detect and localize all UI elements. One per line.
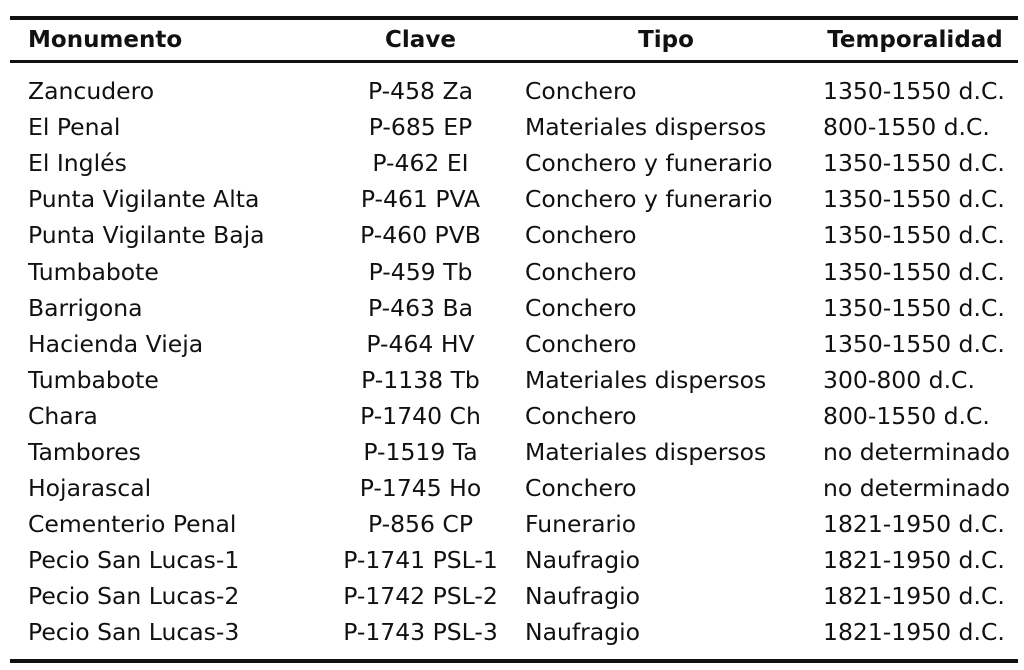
cell-tipo: Funerario	[525, 510, 637, 539]
cell-clave: P-1740 Ch	[360, 401, 481, 430]
cell-monumento: Zancudero	[28, 77, 155, 106]
cell-monumento: Tumbabote	[28, 365, 159, 394]
cell-monumento: Pecio San Lucas-1	[28, 546, 240, 575]
cell-monumento: Hojarascal	[28, 474, 152, 503]
cell-monumento: Tambores	[28, 437, 141, 466]
data-table-body	[10, 63, 1018, 651]
cell-tipo: Conchero	[525, 257, 637, 286]
table-row	[10, 434, 1018, 470]
cell-temporalidad: 800-1550 d.C.	[823, 113, 990, 142]
cell-tipo: Materiales dispersos	[525, 437, 767, 466]
table-row	[10, 470, 1018, 506]
cell-temporalidad: 1350-1550 d.C.	[823, 185, 1005, 214]
cell-clave: P-460 PVB	[360, 221, 481, 250]
cell-monumento: Barrigona	[28, 293, 143, 322]
cell-tipo: Conchero y funerario	[525, 185, 773, 214]
cell-temporalidad: 1821-1950 d.C.	[823, 510, 1005, 539]
cell-temporalidad: no determinado	[823, 474, 1011, 503]
cell-clave: P-1745 Ho	[359, 474, 482, 503]
monuments-table	[10, 16, 1018, 663]
cell-temporalidad: 1821-1950 d.C.	[823, 546, 1005, 575]
cell-temporalidad: 800-1550 d.C.	[823, 401, 990, 430]
cell-monumento: Chara	[28, 401, 98, 430]
header-tipo: Tipo	[638, 27, 694, 53]
table-row	[10, 181, 1018, 217]
cell-clave: P-461 PVA	[360, 185, 481, 214]
cell-clave: P-462 EI	[372, 149, 469, 178]
cell-tipo: Materiales dispersos	[525, 113, 767, 142]
header-monumento: Monumento	[28, 27, 183, 53]
table-row	[10, 109, 1018, 145]
bottom-rule	[10, 659, 1018, 663]
cell-monumento: Tumbabote	[28, 257, 159, 286]
cell-temporalidad: 1821-1950 d.C.	[823, 618, 1005, 647]
cell-clave: P-1742 PSL-2	[343, 582, 498, 611]
data-table	[10, 20, 1018, 60]
table-row	[10, 614, 1018, 650]
header-row	[10, 20, 1018, 60]
table-row	[10, 578, 1018, 614]
cell-tipo: Conchero	[525, 293, 637, 322]
cell-monumento: Punta Vigilante Alta	[28, 185, 260, 214]
cell-clave: P-458 Za	[368, 77, 473, 106]
cell-temporalidad: 1350-1550 d.C.	[823, 257, 1005, 286]
cell-temporalidad: 1350-1550 d.C.	[823, 149, 1005, 178]
cell-tipo: Conchero	[525, 474, 637, 503]
cell-clave: P-685 EP	[368, 113, 473, 142]
cell-clave: P-856 CP	[367, 510, 474, 539]
cell-clave: P-1743 PSL-3	[343, 618, 498, 647]
cell-temporalidad: no determinado	[823, 437, 1011, 466]
cell-temporalidad: 1350-1550 d.C.	[823, 293, 1005, 322]
cell-monumento: Pecio San Lucas-3	[28, 618, 240, 647]
table-row	[10, 290, 1018, 326]
cell-temporalidad: 1350-1550 d.C.	[823, 329, 1005, 358]
cell-monumento: Cementerio Penal	[28, 510, 237, 539]
table-row	[10, 362, 1018, 398]
cell-tipo: Naufragio	[525, 618, 641, 647]
table-row	[10, 253, 1018, 289]
cell-temporalidad: 1350-1550 d.C.	[823, 221, 1005, 250]
cell-tipo: Conchero	[525, 77, 637, 106]
cell-monumento: Pecio San Lucas-2	[28, 582, 240, 611]
cell-tipo: Conchero	[525, 401, 637, 430]
cell-clave: P-459 Tb	[368, 257, 473, 286]
cell-clave: P-1519 Ta	[363, 437, 478, 466]
cell-temporalidad: 300-800 d.C.	[823, 365, 975, 394]
table-row	[10, 398, 1018, 434]
header-temporalidad: Temporalidad	[827, 27, 1003, 53]
cell-tipo: Naufragio	[525, 546, 641, 575]
cell-monumento: Hacienda Vieja	[28, 329, 204, 358]
table-row	[10, 542, 1018, 578]
cell-temporalidad: 1821-1950 d.C.	[823, 582, 1005, 611]
table-row	[10, 326, 1018, 362]
cell-clave: P-1741 PSL-1	[343, 546, 498, 575]
cell-clave: P-464 HV	[366, 329, 475, 358]
cell-clave: P-463 Ba	[368, 293, 473, 322]
cell-clave: P-1138 Tb	[361, 365, 480, 394]
table-row	[10, 506, 1018, 542]
cell-monumento: El Inglés	[28, 149, 127, 178]
cell-tipo: Conchero	[525, 329, 637, 358]
header-clave: Clave	[385, 27, 456, 53]
cell-tipo: Conchero y funerario	[525, 149, 773, 178]
cell-tipo: Materiales dispersos	[525, 365, 767, 394]
table-row	[10, 63, 1018, 109]
cell-tipo: Conchero	[525, 221, 637, 250]
cell-monumento: El Penal	[28, 113, 121, 142]
cell-tipo: Naufragio	[525, 582, 641, 611]
table-row	[10, 217, 1018, 253]
cell-monumento: Punta Vigilante Baja	[28, 221, 265, 250]
cell-temporalidad: 1350-1550 d.C.	[823, 77, 1005, 106]
table-row	[10, 145, 1018, 181]
